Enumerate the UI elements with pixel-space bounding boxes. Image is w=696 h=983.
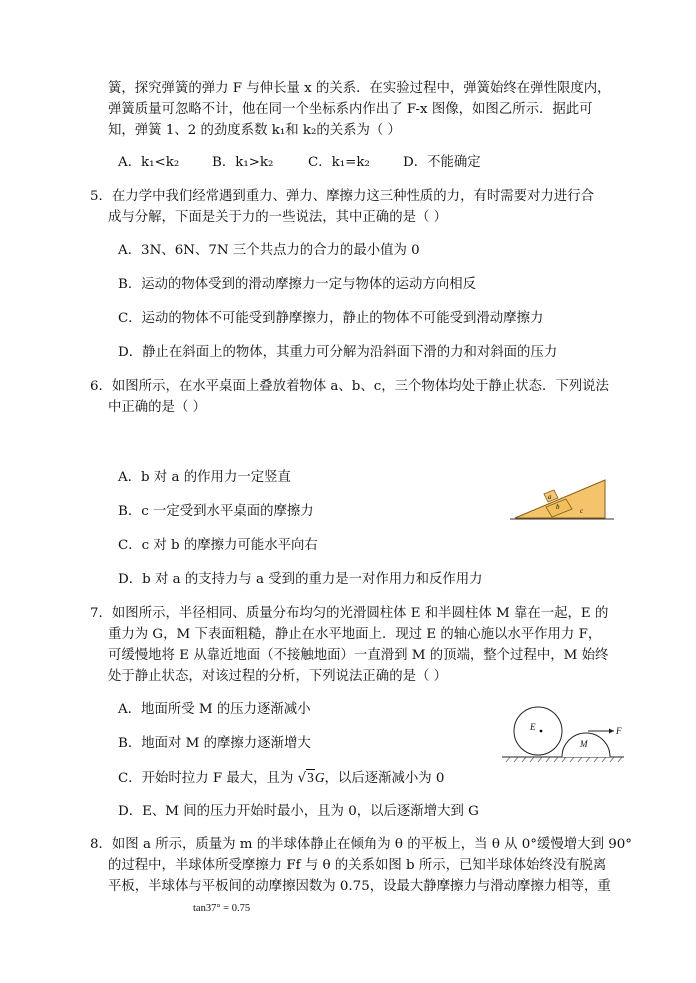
q7-line-3: 可缓慢地将 E 从靠近地面（不接触地面）一直滑到 M 的顶端，整个过程中，M 始终	[108, 648, 609, 663]
q6-option-b: B．c 一定受到水平桌面的摩擦力	[118, 504, 314, 519]
q5-line-1: 5．在力学中我们经常遇到重力、弹力、摩擦力这三种性质的力，有时需要对力进行合	[90, 189, 594, 204]
q6-option-d: D．b 对 a 的支持力与 a 受到的重力是一对作用力和反作用力	[118, 572, 483, 587]
sqrt-radicand: 3	[307, 770, 314, 785]
q4-line-1: 簧，探究弹簧的弹力 F 与伸长量 x 的关系．在实验过程中，弹簧始终在弹性限度内，	[108, 81, 611, 96]
q5-option-b: B．运动的物体受到的滑动摩擦力一定与物体的运动方向相反	[118, 277, 476, 292]
sqrt-symbol: √3	[297, 770, 314, 786]
q4-option-c: C．k₁=k₂	[308, 155, 370, 170]
q8-line-1: 8．如图 a 所示，质量为 m 的半球体静止在倾角为 θ 的平板上，当 θ 从 0°缓慢增大到 90°	[90, 837, 632, 852]
q7-option-c	[118, 769, 444, 788]
q7-option-c-prefix: C．开始时拉力 F 最大，且为	[118, 771, 294, 786]
q7-cylinder-figure	[500, 702, 626, 764]
q6-option-c: C．c 对 b 的摩擦力可能水平向右	[118, 538, 318, 553]
q5-option-c: C．运动的物体不可能受到静摩擦力，静止的物体不可能受到滑动摩擦力	[118, 311, 544, 326]
label-a: a	[548, 493, 552, 501]
q6-line-1: 6．如图所示，在水平桌面上叠放着物体 a、b、c，三个物体均处于静止状态．下列说法	[90, 379, 609, 394]
q7-option-d: D．E、M 间的压力开始时最小，且为 0，以后逐渐增大到 G	[118, 804, 479, 819]
q6-line-2: 中正确的是（ ）	[108, 400, 206, 415]
q6-option-a: A．b 对 a 的作用力一定竖直	[118, 470, 291, 485]
q8-line-3: 平板，半球体与平板间的动摩擦因数为 0.75，设最大静摩擦力与滑动摩擦力相等，重	[108, 879, 611, 894]
q8-line-2: 的过程中，半球体所受摩擦力 Ff 与 θ 的关系如图 b 所示，已知半球体始终没有脱离	[108, 858, 607, 873]
cylinder-e-center	[540, 730, 543, 733]
q4-option-d: D．不能确定	[403, 155, 481, 170]
q5-line-2: 成与分解，下面是关于力的一些说法，其中正确的是（ ）	[108, 210, 448, 225]
q4-option-b: B．k₁>k₂	[212, 155, 274, 170]
label-c: c	[580, 507, 584, 515]
cylinder-e	[514, 707, 562, 755]
q8-tan-note: tan37° = 0.75	[193, 903, 251, 914]
q4-option-a: A．k₁<k₂	[118, 155, 180, 170]
label-b: b	[556, 503, 560, 511]
label-e: E	[530, 722, 536, 732]
q7-line-2: 重力为 G，M 下表面粗糙，静止在水平地面上．现过 E 的轴心施以水平作用力 F，	[108, 627, 602, 642]
q7-line-4: 处于静止状态，对该过程的分析，下列说法正确的是（ ）	[108, 669, 448, 684]
label-f: F	[616, 726, 622, 736]
q7-option-c-suffix: ，以后逐渐减小为 0	[324, 771, 445, 786]
q4-line-2: 弹簧质量可忽略不计，他在同一个坐标系内作出了 F-x 图像，如图乙所示．据此可	[108, 102, 593, 117]
q7-option-a: A．地面所受 M 的压力逐渐减小	[118, 702, 311, 717]
q5-option-d: D．静止在斜面上的物体，其重力可分解为沿斜面下滑的力和对斜面的压力	[118, 345, 558, 360]
q7-option-b: B．地面对 M 的摩擦力逐渐增大	[118, 736, 311, 751]
force-f-arrowhead	[609, 729, 614, 734]
q5-option-a: A．3N、6N、7N 三个共点力的合力的最小值为 0	[118, 243, 420, 258]
ground-hatching	[506, 757, 622, 762]
q6-incline-figure	[510, 474, 615, 524]
q7-line-1: 7．如图所示，半径相同、质量分布均匀的光滑圆柱体 E 和半圆柱体 M 靠在一起，E 的	[90, 606, 609, 621]
q7-option-c-g: G	[314, 770, 325, 785]
label-m: M	[580, 739, 588, 749]
q4-line-3: 知，弹簧 1、2 的劲度系数 k₁和 k₂的关系为（ ）	[108, 123, 401, 138]
